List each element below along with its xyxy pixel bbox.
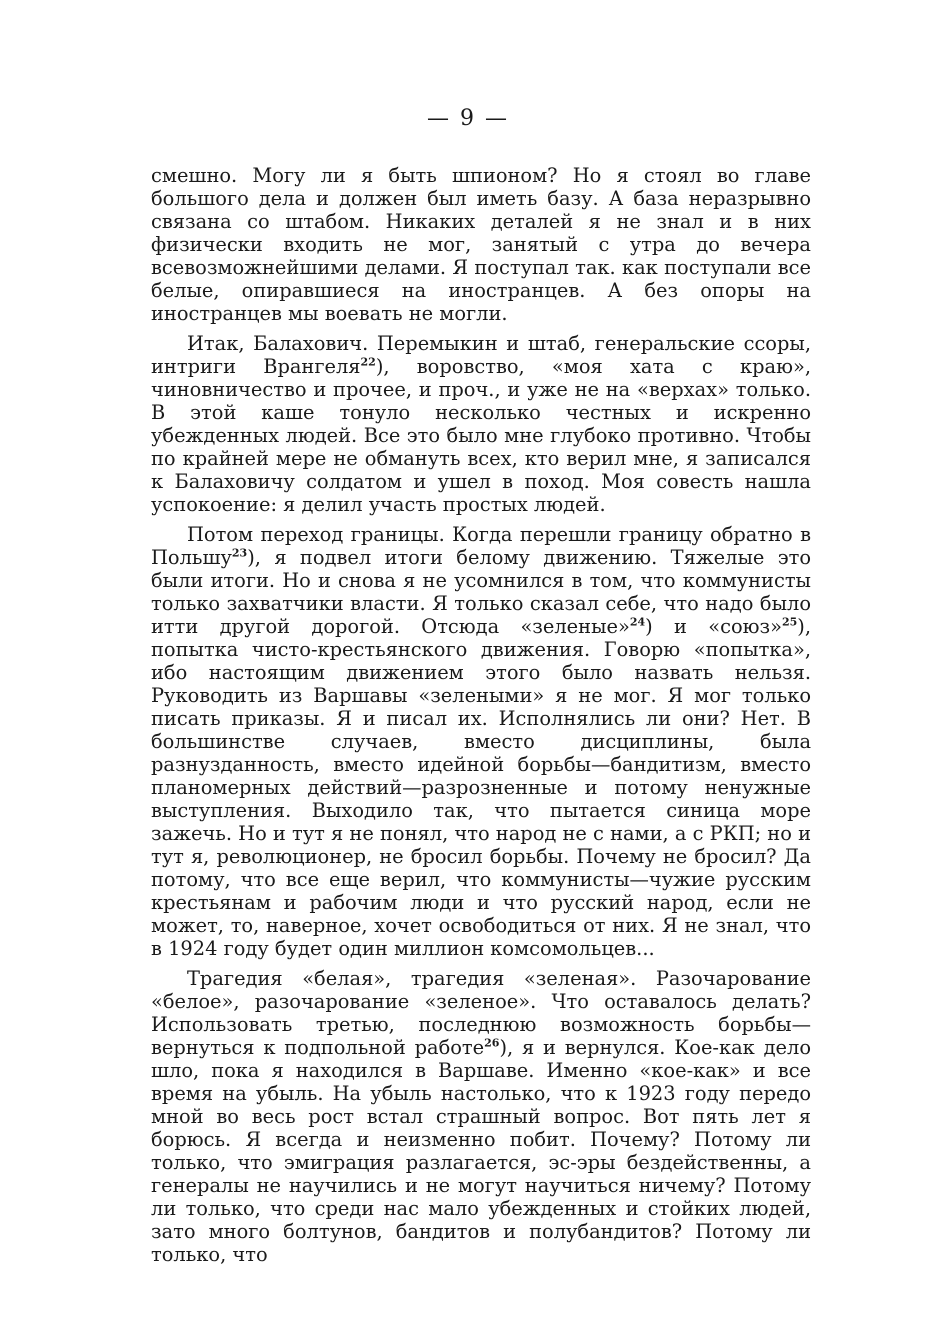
paragraph	[151, 523, 811, 960]
footnote-marker: 26	[484, 1036, 500, 1050]
paragraph-text: смешно. Могу ли я быть шпионом? Но я стоял во главе большого дела и должен был иметь базу. А база неразрывно связана со штабом. Никаких деталей я не знал и в них физически входить не мог, занятый с утра до вечера всевозможнейшими делами. Я поступал так. как поступали все белые, опиравшиеся на иностранцев. А без опоры на иностранцев мы воевать не могли.	[151, 164, 811, 325]
footnote-marker: 23	[231, 546, 248, 560]
paragraph	[151, 332, 811, 516]
footnote-marker: 22	[360, 355, 376, 369]
paragraph-text: Потом переход границы. Когда перешли границу обратно в Польшу	[151, 523, 811, 569]
footnote-marker: 25	[781, 615, 798, 629]
page-number: — 9 —	[427, 106, 509, 131]
paragraph-text: ), я подвел итоги белому движению. Тяжелые это были итоги. Но и снова я не усомнился в том, что коммунисты только захватчики власти. Я только сказал себе, что надо было итти другой дорогой. Отсюда «зеленые»	[151, 546, 811, 638]
body-text	[151, 164, 811, 1273]
paragraph-text: Итак, Балахович. Перемыкин и штаб, генеральские ссоры, интриги Врангеля	[151, 332, 811, 378]
paragraph-text: ), воровство, «моя хата с краю», чиновничество и прочее, и проч., и уже не на «верхах» только. В этой каше тонуло несколько честных и искренно убежденных людей. Все это было мне глубоко противно. Чтобы по крайней мере не обмануть всех, кто верил мне, я записался к Балаховичу солдатом и ушел в поход. Моя совесть нашла успокоение: я делил участь простых людей.	[151, 355, 811, 516]
footnote-marker: 24	[629, 615, 646, 629]
paragraph	[151, 164, 811, 325]
paragraph-text: Трагедия «белая», трагедия «зеленая». Разочарование «белое», разочарование «зеленое». Что оставалось делать? Использовать третью, последнюю возможность борьбы—вернуться к подпольной работе	[151, 967, 811, 1059]
paragraph	[151, 967, 811, 1266]
paragraph-text: ) и «союз»	[645, 615, 782, 638]
paragraph-text: ), попытка чисто-крестьянского движения. Говорю «попытка», ибо настоящим движением этого было назвать нельзя. Руководить из Варшавы «зелеными» я не мог. Я мог только писать приказы. Я и писал их. Исполнялись ли они? Нет. В большинстве случаев, вместо дисциплины, была разнузданность, вместо идейной борьбы—бандитизм, вместо планомерных действий—разрозненные и потому ненужные выступления. Выходило так, что пытается синица море зажечь. Но и тут я не понял, что народ не с нами, а с РКП; но и тут я, революционер, не бросил борьбы. Почему не бросил? Да потому, что все еще верил, что коммунисты—чужие русским крестьянам и рабочим люди и что русский народ, если не может, то, наверное, хочет освободиться от них. Я не знал, что в 1924 году будет один миллион комсомольцев...	[151, 615, 811, 960]
paragraph-text: ), я и вернулся. Кое-как дело шло, пока я находился в Варшаве. Именно «кое-как» и все время на убыль. На убыль настолько, что к 1923 году передо мной во весь рост встал страшный вопрос. Вот пять лет я борюсь. Я всегда и неизменно побит. Почему? Потому ли только, что эмиграция разлагается, эс-эры бездейственны, а генералы не научились и не могут научиться ничему? Потому ли только, что среди нас мало убежденных и стойких людей, зато много болтунов, бандитов и полубандитов? Потому ли только, что	[151, 1036, 811, 1266]
